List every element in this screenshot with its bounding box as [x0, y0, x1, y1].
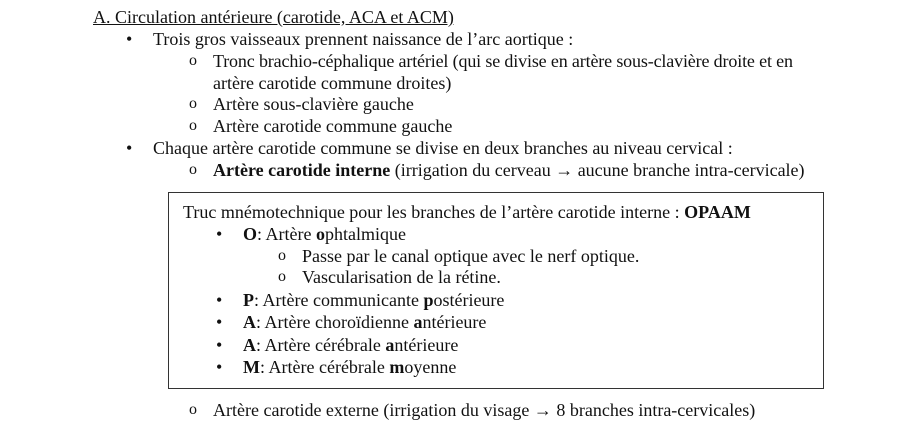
- mnemonic-acronym: OPAAM: [684, 202, 751, 222]
- mnemonic-text: ntérieure: [422, 312, 487, 332]
- sub-bullet: o: [278, 268, 286, 285]
- list-item: Artère carotide commune gauche: [213, 116, 453, 136]
- mnemonic-letter-highlight: a: [385, 335, 395, 355]
- bullet: •: [216, 312, 223, 332]
- mnemonic-letter: A: [243, 312, 256, 332]
- list-item: Tronc brachio-céphalique artériel (qui se divise en artère sous-clavière droite et en: [213, 51, 793, 71]
- sub-bullet: o: [189, 161, 197, 178]
- mnemonic-text: : Artère: [257, 224, 316, 244]
- mnemonic-title-text: Truc mnémotechnique pour les branches de l’artère carotide interne :: [183, 202, 685, 222]
- mnemonic-text: : Artère cérébrale: [256, 335, 386, 355]
- mnemonic-letter-highlight: a: [413, 312, 423, 332]
- mnemonic-item: [243, 334, 458, 356]
- mnemonic-text: : Artère choroïdienne: [256, 312, 414, 332]
- sub-bullet: o: [278, 247, 286, 264]
- sub-bullet: o: [189, 95, 197, 112]
- bullet: •: [126, 138, 133, 158]
- mnemonic-letter-highlight: m: [389, 357, 405, 377]
- mnemonic-title: [183, 201, 751, 223]
- mnemonic-text: oyenne: [404, 357, 457, 377]
- list-item-internal-carotid: [213, 159, 805, 181]
- bullet: •: [216, 224, 223, 244]
- mnemonic-letter: P: [243, 290, 254, 310]
- list-item: artère carotide commune droites): [213, 73, 452, 93]
- list-item: Chaque artère carotide commune se divise en deux branches au niveau cervical :: [153, 138, 733, 158]
- sub-bullet: o: [189, 52, 197, 69]
- mnemonic-letter: O: [243, 224, 258, 244]
- mnemonic-text: phtalmique: [325, 224, 406, 244]
- mnemonic-text: : Artère cérébrale: [260, 357, 390, 377]
- ophthalmic-note: Passe par le canal optique avec le nerf optique.: [302, 246, 640, 266]
- mnemonic-text: : Artère communicante: [254, 290, 424, 310]
- sub-bullet: o: [189, 401, 197, 418]
- mnemonic-letter: M: [243, 357, 260, 377]
- mnemonic-letter-highlight: p: [423, 290, 434, 310]
- mnemonic-text: ostérieure: [433, 290, 505, 310]
- ophthalmic-note: Vascularisation de la rétine.: [302, 267, 501, 287]
- list-item-external-carotid: Artère carotide externe (irrigation du visage → 8 branches intra-cervicales): [213, 400, 756, 420]
- list-item: Artère sous-clavière gauche: [213, 94, 414, 114]
- sub-bullet: o: [189, 117, 197, 134]
- section-heading: A. Circulation antérieure (carotide, ACA et ACM): [93, 7, 454, 27]
- list-item: Trois gros vaisseaux prennent naissance de l’arc aortique :: [153, 29, 574, 49]
- bullet: •: [216, 335, 223, 355]
- mnemonic-letter: A: [243, 335, 256, 355]
- bold-term: Artère carotide interne: [213, 160, 391, 180]
- description: (irrigation du cerveau → aucune branche intra-cervicale): [390, 160, 805, 180]
- mnemonic-item: [243, 223, 406, 245]
- bullet: •: [216, 357, 223, 377]
- mnemonic-item: [243, 289, 504, 311]
- bullet: •: [126, 29, 133, 49]
- mnemonic-letter-highlight: o: [316, 224, 325, 244]
- mnemonic-item: [243, 356, 456, 378]
- mnemonic-item: [243, 311, 486, 333]
- mnemonic-text: ntérieure: [394, 335, 459, 355]
- bullet: •: [216, 290, 223, 310]
